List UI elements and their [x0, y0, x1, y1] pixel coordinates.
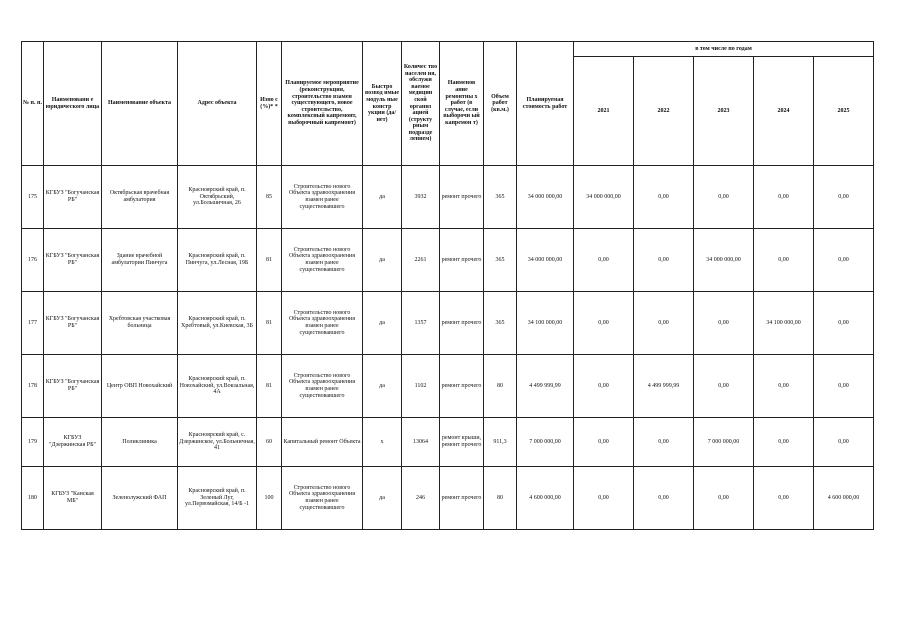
cell-entity: КГБУЗ "Богучанская РБ" [44, 229, 102, 292]
cell-entity: КГБУЗ "Дзержинская РБ" [44, 418, 102, 467]
cell-2025: 0,00 [814, 229, 874, 292]
cell-num: 180 [22, 467, 44, 530]
cell-address: Красноярский край, п. Зеленый Луг, ул.Первомайская, 14/Б -1 [178, 467, 257, 530]
cell-2025: 0,00 [814, 292, 874, 355]
cell-num: 175 [22, 166, 44, 229]
header-year-2024: 2024 [754, 57, 814, 166]
cell-volume: 365 [484, 292, 517, 355]
table-row [22, 166, 874, 229]
cell-volume: 365 [484, 166, 517, 229]
cell-repair: ремонт прочего [440, 467, 484, 530]
cell-entity: КГБУЗ "Канская МБ" [44, 467, 102, 530]
cell-volume: 80 [484, 467, 517, 530]
cell-wear: 81 [257, 355, 282, 418]
cell-address: Красноярский край, п. Октябрьский, ул.Большичная, 26 [178, 166, 257, 229]
cell-2024: 0,00 [754, 229, 814, 292]
cell-quick: х [363, 418, 402, 467]
cell-entity: КГБУЗ "Богучанская РБ" [44, 166, 102, 229]
cell-2022: 0,00 [634, 418, 694, 467]
cell-measure: Строительство нового Объекта здравоохранения взамен ранее существовавшего [282, 292, 363, 355]
cell-population: 1102 [402, 355, 440, 418]
header-cost: Планируемая стоимость работ [517, 42, 574, 166]
cell-object: Поликлиника [102, 418, 178, 467]
data-table [21, 41, 874, 530]
cell-2021: 0,00 [574, 229, 634, 292]
cell-num: 177 [22, 292, 44, 355]
cell-2023: 7 000 000,00 [694, 418, 754, 467]
cell-address: Красноярский край, п. Хребтовый, ул.Киевская, 3Б [178, 292, 257, 355]
cell-volume: 365 [484, 229, 517, 292]
cell-2022: 0,00 [634, 166, 694, 229]
cell-quick: да [363, 292, 402, 355]
table-row [22, 355, 874, 418]
cell-2025: 0,00 [814, 166, 874, 229]
cell-wear: 100 [257, 467, 282, 530]
header-measure: Планируемое мероприятие (реконструкция, строительство взамен существующего, новое строительство, комплексный капремонт, выборочный капремонт) [282, 42, 363, 166]
cell-2021: 0,00 [574, 418, 634, 467]
cell-num: 176 [22, 229, 44, 292]
cell-object: Здание врачебной амбулатории Пинчуга [102, 229, 178, 292]
cell-2024: 0,00 [754, 418, 814, 467]
cell-2021: 0,00 [574, 467, 634, 530]
cell-repair: ремонт прочего [440, 355, 484, 418]
cell-wear: 81 [257, 229, 282, 292]
cell-2023: 0,00 [694, 292, 754, 355]
cell-population: 3932 [402, 166, 440, 229]
cell-quick: да [363, 166, 402, 229]
header-legal-entity: Наименовани е юридического лица [44, 42, 102, 166]
header-volume: Объем работ (кв.м.) [484, 42, 517, 166]
table-row [22, 292, 874, 355]
cell-2025: 0,00 [814, 355, 874, 418]
cell-cost: 34 100 000,00 [517, 292, 574, 355]
cell-num: 179 [22, 418, 44, 467]
header-year-2025: 2025 [814, 57, 874, 166]
cell-2024: 0,00 [754, 355, 814, 418]
header-by-years: в том числе по годам [574, 42, 874, 57]
cell-wear: 81 [257, 292, 282, 355]
cell-num: 178 [22, 355, 44, 418]
cell-cost: 34 000 000,00 [517, 166, 574, 229]
header-num: № п. п. [22, 42, 44, 166]
cell-2021: 34 000 000,00 [574, 166, 634, 229]
cell-entity: КГБУЗ "Богучанская РБ" [44, 355, 102, 418]
cell-2024: 34 100 000,00 [754, 292, 814, 355]
cell-volume: 911,3 [484, 418, 517, 467]
header-repair-type: Наименов ание ремонтны х работ (в случае, если выборочн ый капремон т) [440, 42, 484, 166]
cell-measure: Капитальный ремонт Объекта [282, 418, 363, 467]
cell-cost: 7 000 000,00 [517, 418, 574, 467]
cell-measure: Строительство нового Объекта здравоохранения взамен ранее существовавшего [282, 166, 363, 229]
header-object-name: Наименование объекта [102, 42, 178, 166]
cell-2021: 0,00 [574, 292, 634, 355]
cell-repair: ремонт прочего [440, 229, 484, 292]
cell-population: 2261 [402, 229, 440, 292]
cell-object: Центр ОВП Новохайский [102, 355, 178, 418]
cell-2024: 0,00 [754, 166, 814, 229]
table-row [22, 467, 874, 530]
cell-2023: 34 000 000,00 [694, 229, 754, 292]
cell-cost: 34 000 000,00 [517, 229, 574, 292]
cell-population: 1357 [402, 292, 440, 355]
cell-object: Зеленолужский ФАП [102, 467, 178, 530]
cell-2025: 0,00 [814, 418, 874, 467]
cell-wear: 60 [257, 418, 282, 467]
cell-volume: 80 [484, 355, 517, 418]
cell-wear: 85 [257, 166, 282, 229]
cell-2022: 0,00 [634, 467, 694, 530]
header-quick-build: Быстро возвод имые модуль ные констр укции (да/нет) [363, 42, 402, 166]
header-wear: Изно с (%)* * [257, 42, 282, 166]
cell-object: Октябрьская врачебная амбулатория [102, 166, 178, 229]
cell-repair: ремонт прочего [440, 292, 484, 355]
table-row [22, 418, 874, 467]
cell-2022: 0,00 [634, 292, 694, 355]
cell-cost: 4 600 000,00 [517, 467, 574, 530]
cell-cost: 4 499 999,99 [517, 355, 574, 418]
cell-measure: Строительство нового Объекта здравоохранения взамен ранее существовавшего [282, 229, 363, 292]
cell-2023: 0,00 [694, 467, 754, 530]
cell-2024: 0,00 [754, 467, 814, 530]
cell-2023: 0,00 [694, 166, 754, 229]
cell-address: Красноярский край, с. Дзержинское, ул.Больничная, 41 [178, 418, 257, 467]
header-address: Адрес объекта [178, 42, 257, 166]
header-year-2021: 2021 [574, 57, 634, 166]
cell-entity: КГБУЗ "Богучанская РБ" [44, 292, 102, 355]
cell-measure: Строительство нового Объекта здравоохранения взамен ранее существовавшего [282, 355, 363, 418]
cell-2021: 0,00 [574, 355, 634, 418]
header-year-2023: 2023 [694, 57, 754, 166]
header-year-2022: 2022 [634, 57, 694, 166]
cell-quick: да [363, 467, 402, 530]
cell-population: 13064 [402, 418, 440, 467]
cell-2023: 0,00 [694, 355, 754, 418]
cell-quick: да [363, 229, 402, 292]
header-population: Количес тво населен ия, обслужи ваемое медицин ской организ ацией (структу рным подразде лением) [402, 42, 440, 166]
cell-repair: ремонт крыши, ремонт прочего [440, 418, 484, 467]
cell-2022: 4 499 999,99 [634, 355, 694, 418]
cell-measure: Строительство нового Объекта здравоохранения взамен ранее существовавшего [282, 467, 363, 530]
cell-address: Красноярский край, п. Новохайский, ул.Вокзальная, 4А [178, 355, 257, 418]
table-row [22, 229, 874, 292]
cell-quick: да [363, 355, 402, 418]
cell-object: Хребтовская участковая больница [102, 292, 178, 355]
cell-2025: 4 600 000,00 [814, 467, 874, 530]
cell-population: 246 [402, 467, 440, 530]
cell-repair: ремонт прочего [440, 166, 484, 229]
cell-address: Красноярский край, п. Пинчуга, ул.Лесная, 19Б [178, 229, 257, 292]
cell-2022: 0,00 [634, 229, 694, 292]
